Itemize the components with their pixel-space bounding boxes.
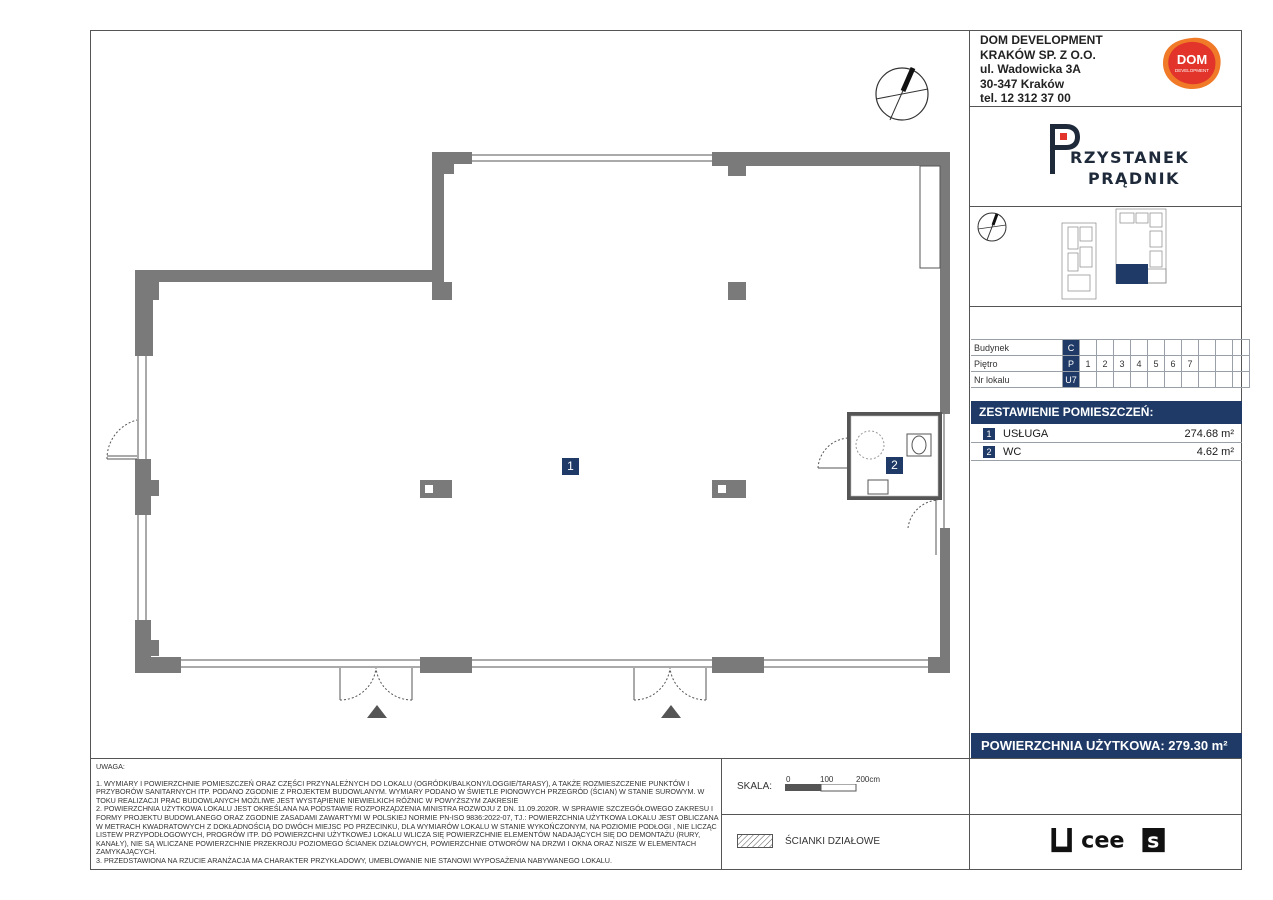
unit-info-table xyxy=(971,339,1250,388)
company-name-1: DOM DEVELOPMENT xyxy=(980,33,1103,47)
logo-text-development: DEVELOPMENT xyxy=(1174,68,1210,73)
floor-cell: 7 xyxy=(1182,356,1199,372)
floor-cell: 5 xyxy=(1148,356,1165,372)
entrance-marker-icon xyxy=(661,705,681,718)
footer-logo-divider xyxy=(969,814,1242,815)
unit-label: Nr lokalu xyxy=(971,372,1063,388)
company-divider xyxy=(969,106,1242,107)
floor-cell: P xyxy=(1063,356,1080,372)
shaft xyxy=(920,166,940,268)
windows xyxy=(138,155,944,667)
scale-tick-0: 0 xyxy=(786,775,791,784)
floor-cell: 6 xyxy=(1165,356,1182,372)
floor-cell: 1 xyxy=(1080,356,1097,372)
room-name: USŁUGA xyxy=(1003,428,1049,440)
exterior-walls xyxy=(135,152,950,673)
room-summary-row xyxy=(971,443,1242,461)
note-item: 3. PRZEDSTAWIONA NA RZUCIE ARANŻACJA MA CHARAKTER PRZYKŁADOWY, UMEBLOWANIE NIE STANOWI WYPOSAŻENIA NABYWANEGO LOKALU. xyxy=(96,855,612,865)
room-area: 274.68 m² xyxy=(1184,428,1234,440)
company-name-2: KRAKÓW SP. Z O.O. xyxy=(980,47,1096,62)
room-summary-row xyxy=(971,425,1242,443)
company-info xyxy=(980,33,1103,106)
note-item: 2. POWIERZCHNIA UŻYTKOWA LOKALU JEST OKREŚLANA NA PODSTAWIE ROZPORZĄDZENIA MINISTRA ROZWOJU Z DN. 11.09.2020R. W SPRAWIE SZCZEGÓŁOWEGO ZAKRESU I FORMY PROJEKTU BUDOWLANEGO ORAZ ZGODNIE ZASADAMI ZAWARTYMI W POLSKIEJ NORMIE PN-ISO 9836:2022-07, TJ.: POWIERZCHNIA UŻYTKOWA LOKALU JEST OBLICZANA W METRACH KWADRATOWYCH Z DOKŁADNOŚCIĄ DO DWÓCH MIEJSC PO PRZECINKU, DLA WYMIARÓW LOKALU W STANIE WYKOŃCZONYM, NA POZIOMIE PODŁOGI , NIE LICZĄC LISTEW PRZYPODŁOGOWYCH, PROGRÓW ITP. DO POWIERZCHNI UŻYTKOWEJ LOKALU WLICZA SIĘ POWIERZCHNIE ELEMENTÓW NADAJĄCYCH SIĘ DO DEMONTAŻU (RURY, KANAŁY), NIE SĄ WLICZANE POWIERZCHNIE PRZEKROJU POZIOMEGO ŚCIANEK DZIAŁOWYCH, POWIERZCHNIE OTWORÓW NA DRZWI I OKNA ORAZ NISZE W ELEMENTACH ZAMYKAJĄCYCH. xyxy=(96,804,719,857)
unit-value: U7 xyxy=(1063,372,1080,388)
doors xyxy=(107,420,938,700)
svg-text:s: s xyxy=(1147,828,1160,853)
legend-partition-walls: ŚCIANKI DZIAŁOWE xyxy=(785,836,881,847)
dom-development-logo xyxy=(1160,36,1224,92)
logo-text-dom: DOM xyxy=(1176,52,1208,67)
project-name-line1: RZYSTANEK xyxy=(1070,148,1190,167)
note-item: 1. WYMIARY I POWIERZCHNIE POMIESZCZEŃ ORAZ CZĘŚCI PRZYNALEŻNYCH DO LOKALU (OGRÓDKI/BALKONY/LOGGIE/TARASY), A TAKŻE ROZMIESZCZENIE PUNKTÓW I PRZYBORÓW SANITARNYCH ITP. PODANO ZGODNIE Z PROJEKTEM BUDOWLANYM. WYMIARY PODANO W ŚWIETLE PIONOWYCH PRZEGRÓD (ŚCIAN) W STANIE SUROWYM. W TOKU REALIZACJI PRAC BUDOWLANYCH MOŻLIWE JEST WYSTĄPIENIE NIEWIELKICH RÓŻNIC W POWYŻSZYM ZAKRESIE xyxy=(96,778,705,805)
scale-tick-200: 200cm xyxy=(856,775,881,784)
floor-label: Piętro xyxy=(971,356,1063,372)
building-label: Budynek xyxy=(971,340,1063,356)
scale-divider xyxy=(721,814,969,815)
company-city: 30-347 Kraków xyxy=(980,76,1065,91)
floor-cell: 3 xyxy=(1114,356,1131,372)
room-number: 2 xyxy=(983,446,995,458)
key-plan-unit-highlight xyxy=(1116,264,1148,284)
room-area: 4.62 m² xyxy=(1196,446,1234,458)
ucees-logo xyxy=(1047,828,1171,854)
room-1-tag: 1 xyxy=(562,458,579,475)
wc-room xyxy=(849,414,940,498)
room-2-tag: 2 xyxy=(886,457,903,474)
sidebar-divider xyxy=(969,30,970,870)
total-usable-area: POWIERZCHNIA UŻYTKOWA: 279.30 m² xyxy=(971,733,1242,758)
footer-divider xyxy=(90,758,1242,759)
compass-small-icon xyxy=(975,210,1009,244)
scale-bar xyxy=(785,784,857,792)
entrance-marker-icon xyxy=(367,705,387,718)
floor-row xyxy=(971,356,1250,372)
floor-cell: 2 xyxy=(1097,356,1114,372)
floor-plan xyxy=(90,30,969,758)
partition-hatch-icon xyxy=(737,834,773,848)
project-name-line2: PRĄDNIK xyxy=(1088,169,1180,188)
notes-block xyxy=(96,763,721,866)
scale-tick-100: 100 xyxy=(820,775,834,784)
key-plan-building xyxy=(1058,207,1170,303)
ucees-logo-text: cee xyxy=(1081,828,1125,854)
scale-label: SKALA: xyxy=(737,781,773,792)
project-logo xyxy=(1048,120,1198,192)
compass-icon xyxy=(876,68,928,120)
company-street: ul. Wadowicka 3A xyxy=(980,62,1081,76)
unit-row xyxy=(971,372,1250,388)
building-row xyxy=(971,340,1250,356)
room-name: WC xyxy=(1003,446,1022,458)
notes-heading: UWAGA: xyxy=(96,762,125,771)
building-value: C xyxy=(1063,340,1080,356)
company-phone: tel. 12 312 37 00 xyxy=(980,91,1071,105)
keyplan-divider xyxy=(969,306,1242,307)
rooms-summary-heading: ZESTAWIENIE POMIESZCZEŃ: xyxy=(971,401,1242,424)
room-number: 1 xyxy=(983,428,995,440)
floor-cell: 4 xyxy=(1131,356,1148,372)
